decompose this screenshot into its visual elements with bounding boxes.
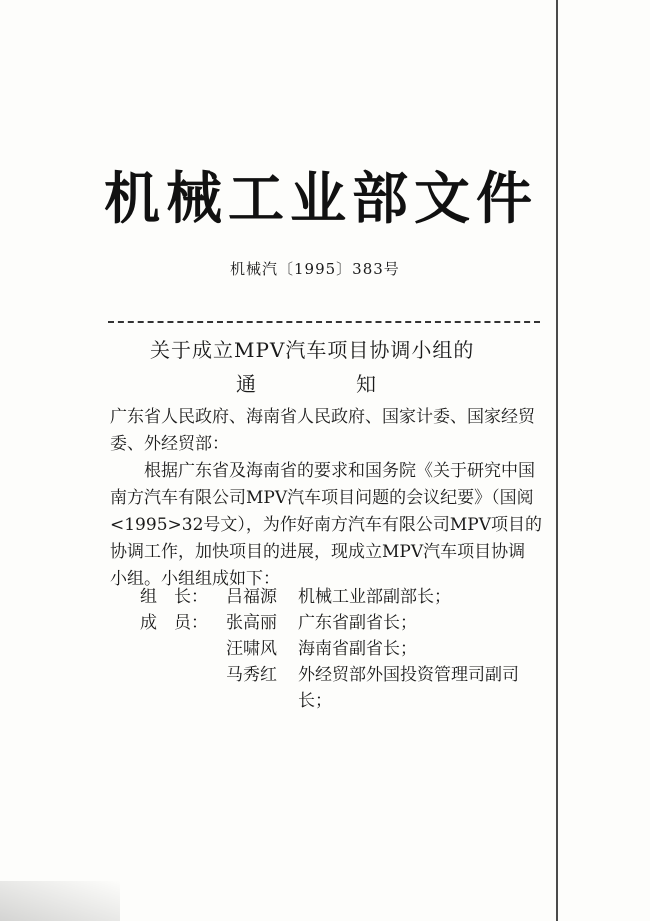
notice-body: [110, 404, 542, 593]
member-role: 成 员：: [140, 613, 208, 633]
scan-edge-line: [556, 0, 558, 921]
notice-heading-word: 通知: [236, 372, 476, 396]
body-paragraph: 根据广东省及海南省的要求和国务院《关于研究中国南方汽车有限公司MPV汽车项目问题的会议纪要》（国阅<1995>32号文），为作好南方汽车有限公司MPV项目的协调工作，加快项目的进展，现成立MPV汽车项目协调小组。小组组成如下：: [110, 461, 543, 589]
notice-heading: 关于成立MPV汽车项目协调小组的: [150, 338, 475, 362]
document-number: 机械汽〔1995〕383号: [230, 260, 400, 278]
member-role: 组 长：: [140, 587, 208, 607]
document-title: 机械工业部文件: [104, 167, 538, 232]
member-title: 机械工业部副部长；: [298, 587, 451, 607]
member-role: [140, 636, 226, 662]
member-title: 广东省副省长；: [298, 613, 417, 633]
member-name: 汪啸风: [226, 639, 277, 659]
member-title: 外经贸部外国投资管理司副司长；: [298, 665, 519, 711]
member-row: [140, 662, 550, 714]
member-row: [140, 584, 550, 610]
member-name: 张高丽: [226, 613, 277, 633]
member-name: 马秀红: [226, 665, 277, 685]
member-row: [140, 610, 550, 636]
member-name: 吕福源: [226, 587, 277, 607]
scan-corner-shadow: [0, 881, 120, 921]
recipients-line: 广东省人民政府、海南省人民政府、国家计委、国家经贸委、外经贸部：: [110, 407, 535, 454]
member-row: [140, 636, 550, 662]
member-role: [140, 662, 226, 714]
member-list: [140, 584, 550, 714]
dashed-divider: [108, 321, 540, 323]
member-title: 海南省副省长；: [298, 639, 417, 659]
